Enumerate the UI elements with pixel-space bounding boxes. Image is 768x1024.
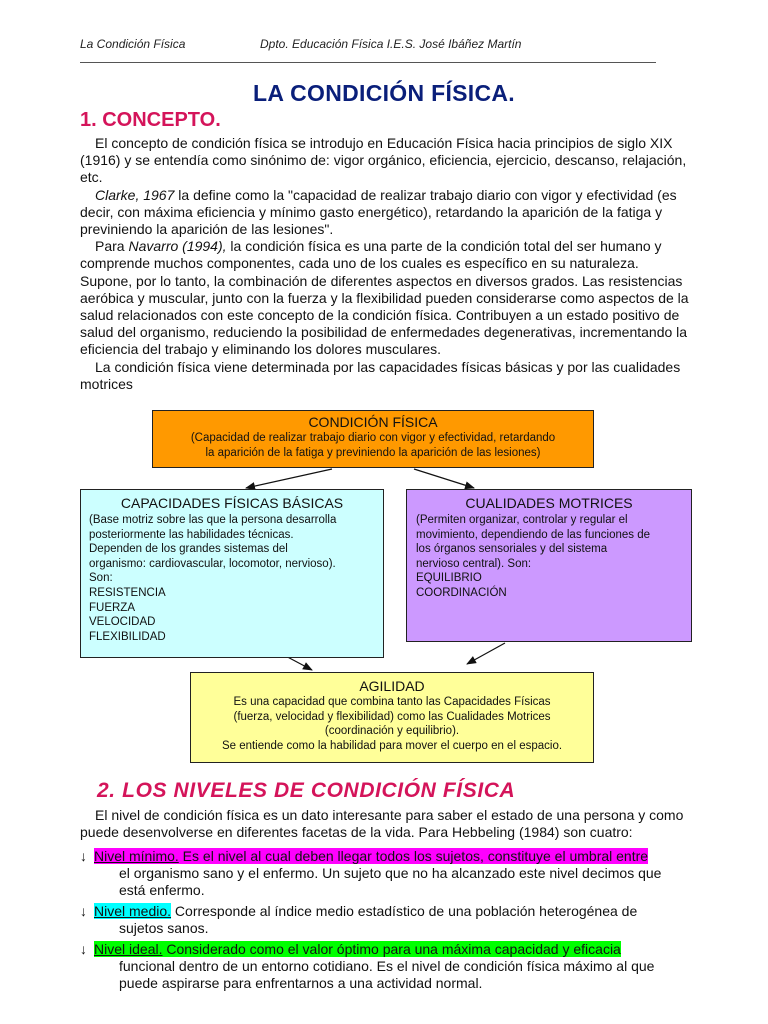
arrow-cualidades-to-agilidad [467,643,505,664]
box-cualidades-title: CUALIDADES MOTRICES [465,495,633,511]
agilidad-line: (coordinación y equilibrio). [324,725,460,738]
level-medio-cont: sujetos sanos. [119,920,209,937]
section2-intro-text: El nivel de condición física es un dato interesante para saber el estado de una persona y como puede desenvolverse en diferentes facetas de la vida. Para Hebbeling (1984) son cuatro: [80,807,684,841]
cualidades-line: los órganos sensoriales y del sistema [416,543,608,556]
capacidad-resistencia: RESISTENCIA [89,586,166,599]
box-capacidades-title: CAPACIDADES FÍSICAS BÁSICAS [120,495,344,511]
header-left: La Condición Física [80,37,186,51]
level-ideal-name: Nivel ideal. [94,941,163,957]
box-condicion-fisica [152,410,594,468]
capacidad-flexibilidad: FLEXIBILIDAD [89,630,166,643]
level-minimo-first: Es el nivel al cual deben llegar todos los sujetos, constituye el umbral entre [178,848,649,864]
box-agilidad [190,672,594,763]
level-minimo [80,848,690,900]
agilidad-line: Se entiende como la habilidad para mover el cuerpo en el espacio. [221,739,563,752]
level-medio-first: Corresponde al índice medio estadístico de una población heterogénea de [171,903,638,919]
author-navarro: Navarro (1994), [128,238,227,255]
cualidad-equilibrio: EQUILIBRIO [416,572,482,585]
box-condicion-line1: (Capacidad de realizar trabajo diario con vigor y efectividad, retardando [190,432,556,444]
capacidades-line: posteriormente las habilidades técnicas. [89,528,294,541]
arrow-to-cualidades [414,469,474,488]
down-arrow-icon: ↓ [80,903,87,919]
paragraph-4: La condición física viene determinada por las capacidades físicas básicas y por las cualidades motrices [80,358,681,392]
level-minimo-name: Nivel mínimo. [94,848,179,864]
section2-intro [80,807,690,841]
paragraph-2-text: la define como la "capacidad de realizar trabajo diario con vigor y efectividad (es decir, con máxima eficiencia y mínimo gasto energético), retardando la aparición de la fatiga y previniendo la aparición de las lesiones". [80,186,677,238]
down-arrow-icon: ↓ [80,848,87,864]
capacidad-velocidad: VELOCIDAD [89,616,156,629]
section1-heading: 1. CONCEPTO. [80,109,221,131]
page-header [80,37,656,51]
level-medio [80,903,690,937]
paragraph-3 [80,238,690,358]
section2-heading: 2. LOS NIVELES DE CONDICIÓN FÍSICA [97,779,516,802]
header-right: Dpto. Educación Física I.E.S. José Ibáñez Martín [260,37,522,51]
capacidades-line: Son: [89,572,113,585]
arrow-to-capacidades [246,469,332,488]
cualidad-coordinacion: COORDINACIÓN [416,586,507,599]
level-ideal [80,941,690,993]
capacidades-line: organismo: cardiovascular, locomotor, nervioso). [89,557,336,570]
paragraph-3-text: la condición física es una parte de la condición total del ser humano y comprende muchos componentes, cada uno de los cuales es específico en su naturaleza. Supone, por lo tanto, la combinación de diferentes aspectos en diversos grados. Las resistencias aeróbica y muscular, junto con la fuerza y la flexibilidad pueden considerarse como aspectos de la salud relacionados con este concepto de la condición física. Contribuyen a un estado positivo de salud del organismo, reduciendo la posibilidad de enfermedades degenerativas, incrementando la eficiencia del trabajo y eliminando los dolores musculares. [80,238,689,358]
paragraph-2 [80,187,690,239]
cualidades-line: movimiento, dependiendo de las funciones de [416,528,650,541]
agilidad-line: (fuerza, velocidad y flexibilidad) como las Cualidades Motrices [233,710,551,723]
paragraph-3-start: Para [95,238,129,255]
capacidades-line: (Base motriz sobre las que la persona desarrolla [89,514,337,526]
paragraph-1: El concepto de condición física se introdujo en Educación Física hacia principios de siglo XIX (1916) y se entendía como sinónimo de: vigor orgánico, eficiencia, ejercicio, descanso, relajación, etc. [80,135,687,186]
cualidades-line: nervioso central). Son: [416,557,532,570]
section1-body [80,135,690,393]
down-arrow-icon: ↓ [80,941,87,957]
level-medio-name: Nivel medio. [94,903,172,919]
box-condicion-line2: la aparición de la fatiga y previniendo la aparición de las lesiones) [205,446,541,459]
author-clarke: Clarke, 1967 [95,186,175,203]
level-minimo-cont: el organismo sano y el enfermo. Un sujeto que no ha alcanzado este nivel decimos que está enfermo. [119,865,662,899]
agilidad-line: Es una capacidad que combina tanto las Capacidades Físicas [233,696,551,708]
level-ideal-first: Considerado como el valor óptimo para una máxima capacidad y eficacia [162,941,621,957]
cualidades-line: (Permiten organizar, controlar y regular el [416,514,628,526]
header-rule [80,62,656,63]
box-agilidad-title: AGILIDAD [359,678,425,694]
page-title: LA CONDICIÓN FÍSICA. [253,80,515,106]
capacidad-fuerza: FUERZA [89,601,135,614]
box-condicion-title: CONDICIÓN FÍSICA [308,414,438,430]
box-capacidades-basicas [80,489,384,658]
level-ideal-cont: funcional dentro de un entorno cotidiano. Es el nivel de condición física máximo al que puede aspirarse para enfrentarnos a una actividad normal. [119,958,655,992]
box-cualidades-motrices [406,489,692,642]
capacidades-line: Dependen de los grandes sistemas del [89,543,288,556]
